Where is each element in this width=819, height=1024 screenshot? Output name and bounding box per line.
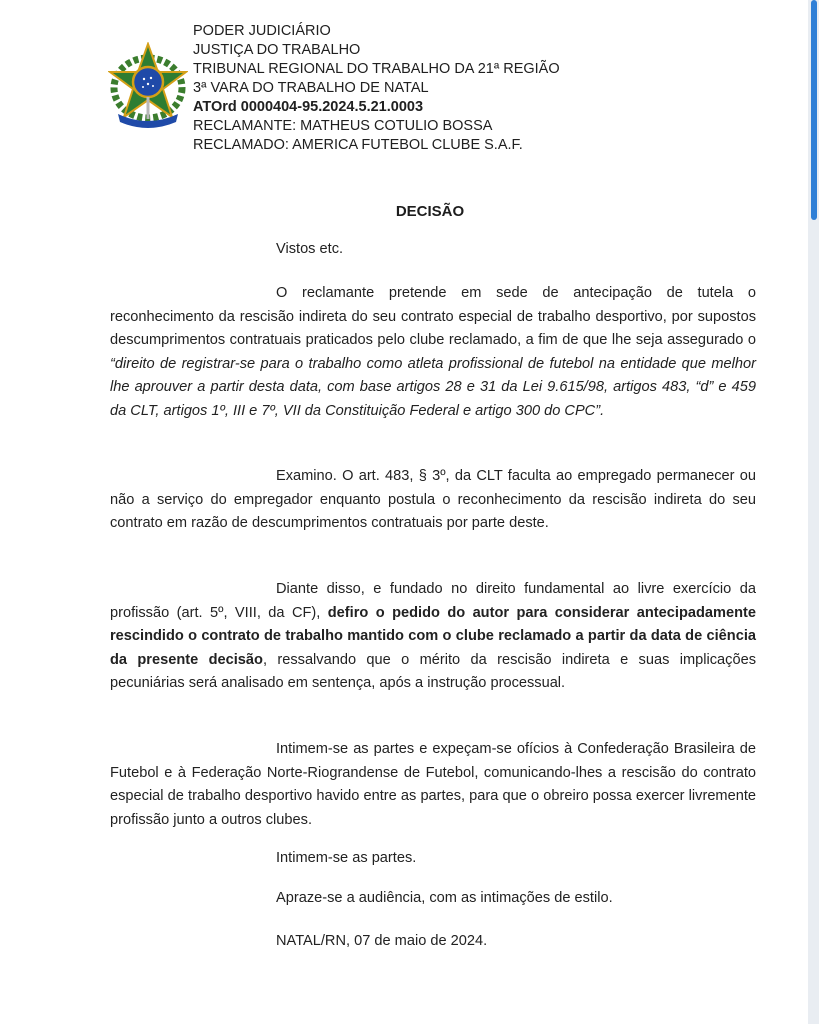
paragraph-request-text: O reclamante pretende em sede de antecipação de tutela o reconhecimento da rescisão indireta do seu contrato especial de trabalho desportivo, por supostos descumprimentos contratuais praticados pelo clube reclamado, a fim de que lhe seja assegurado o bbox=[110, 285, 756, 348]
paragraph-decision-bold: defiro o pedido do autor para considerar antecipadamente rescindido o contrato de trabalho mantido com o clube reclamado a partir da data de ciência da presente decisão bbox=[110, 604, 756, 668]
scrollbar-track[interactable] bbox=[808, 0, 819, 1024]
plaintiff-line: RECLAMANTE: MATHEUS COTULIO BOSSA bbox=[193, 118, 493, 134]
date-line: NATAL/RN, 07 de maio de 2024. bbox=[276, 933, 488, 949]
scrollbar-thumb[interactable] bbox=[811, 0, 817, 220]
header-line-judiciary: PODER JUDICIÁRIO bbox=[193, 23, 331, 39]
opening-line: Vistos etc. bbox=[276, 241, 344, 257]
document-header bbox=[193, 22, 560, 155]
document-title: DECISÃO bbox=[395, 203, 465, 220]
paragraph-notifications: Intimem-se as partes e expeçam-se ofícios à Confederação Brasileira de Futebol e à Federação Norte-Riograndense de Futebol, comunicando-lhes a rescisão do contrato especial de trabalho desportivo havido entre as partes, para que o obreiro possa exercer livremente profissão junto a outros clubes. bbox=[110, 741, 756, 828]
paragraph-decision-text-1: Diante disso, e fundado no direito fundamental ao livre exercício da profissão (art. 5º, VIII, da CF), bbox=[110, 581, 756, 621]
brazil-coat-of-arms-icon bbox=[108, 42, 188, 128]
paragraph-hearing: Apraze-se a audiência, com as intimações de estilo. bbox=[276, 890, 613, 906]
paragraph-request bbox=[110, 282, 756, 423]
paragraph-intimation: Intimem-se as partes. bbox=[276, 850, 417, 866]
defendant-line: RECLAMADO: AMERICA FUTEBOL CLUBE S.A.F. bbox=[193, 137, 523, 153]
paragraph-decision-text-2: , ressalvando que o mérito da rescisão indireta e suas implicações pecuniárias será analisado em sentença, após a instrução processual. bbox=[110, 651, 756, 691]
header-line-regional-court: TRIBUNAL REGIONAL DO TRABALHO DA 21ª REGIÃO bbox=[193, 61, 560, 77]
paragraph-request-quote: “direito de registrar-se para o trabalho como atleta profissional de futebol na entidade que melhor lhe aprouver a partir desta data, com base artigos 28 e 31 da Lei 9.615/98, artigos 483, “d” e 459 da CLT, artigos 1º, III e 7º, VII da Constituição Federal e artigo 300 do CPC”. bbox=[110, 355, 756, 419]
header-line-court-branch: 3ª VARA DO TRABALHO DE NATAL bbox=[193, 80, 429, 96]
header-line-labor-justice: JUSTIÇA DO TRABALHO bbox=[193, 42, 361, 58]
paragraph-decision bbox=[110, 578, 756, 696]
paragraph-examination: Examino. O art. 483, § 3º, da CLT faculta ao empregado permanecer ou não a serviço do empregador enquanto postula o reconhecimento da rescisão indireta do seu contrato em razão de descumprimentos contratuais por parte deste. bbox=[110, 468, 756, 531]
case-number: ATOrd 0000404-95.2024.5.21.0003 bbox=[193, 99, 424, 115]
